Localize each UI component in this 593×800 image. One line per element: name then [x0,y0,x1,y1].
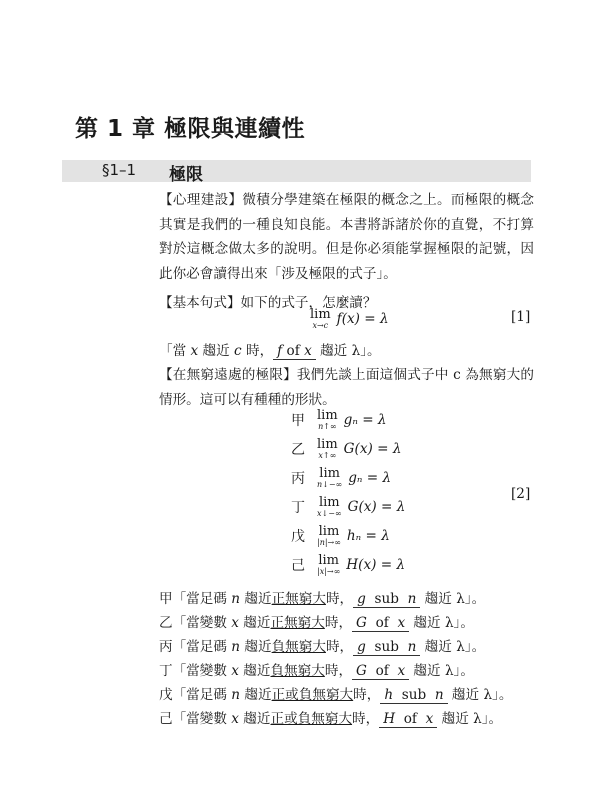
equation-tag-1: [1] [511,309,531,325]
intro-paragraph: 【心理建設】微積分學建築在極限的概念之上。而極限的概念其實是我們的一種良知良能。本書將訴諸於你的直覺，不打算對於這概念做太多的說明。但是你必須能掌握極限的記號，因此你必會讀得出來「涉及極限的式子」。 [159,192,534,282]
infinity-paragraph: 【在無窮遠處的極限】我們先談上面這個式子中 c 為無窮大的情形。這可以有種種的形狀。 [159,367,534,408]
case-row: 丙 lim n↓−∞ gₙ = λ [291,465,392,489]
section-title: 極限 [169,165,203,185]
chapter-title: 第 1 章 極限與連續性 [75,116,306,142]
equation-tag-2: [2] [511,486,531,502]
case-row: 戊 lim |n|→∞ hₙ = λ [291,523,390,547]
reading-row: 己「當變數 x 趨近正或負無窮大時， H of x 趨近 λ」。 [159,711,503,727]
reading-row: 丙「當足碼 n 趨近負無窮大時， g sub n 趨近 λ」。 [159,639,486,655]
reading-row: 戊「當足碼 n 趨近正或負無窮大時， h sub n 趨近 λ」。 [159,687,513,703]
case-row: 乙 lim x↑∞ G(x) = λ [291,436,402,460]
reading-row: 丁「當變數 x 趨近負無窮大時， G of x 趨近 λ」。 [159,663,474,679]
case-row: 甲 lim n↑∞ gₙ = λ [291,407,387,431]
reading-row: 乙「當變數 x 趨近正無窮大時， G of x 趨近 λ」。 [159,615,474,631]
section-number: §1–1 [102,161,137,179]
case-row: 丁 lim x↓−∞ G(x) = λ [291,494,406,518]
basic-form-heading: 【基本句式】如下的式子，怎麼讀？ [159,295,377,311]
limit-operator: lim x→c [310,307,331,330]
readings-block [159,587,512,731]
cases-block [291,405,405,579]
case-row: 己 lim |x|→∞ H(x) = λ [291,552,406,576]
reading-1: 「當 x 趨近 c 時， f of x 趨近 λ」。 [159,343,381,359]
reading-row: 甲「當足碼 n 趨近正無窮大時， g sub n 趨近 λ」。 [159,591,486,607]
equation-1: lim x→c f(x) = λ [310,307,389,330]
